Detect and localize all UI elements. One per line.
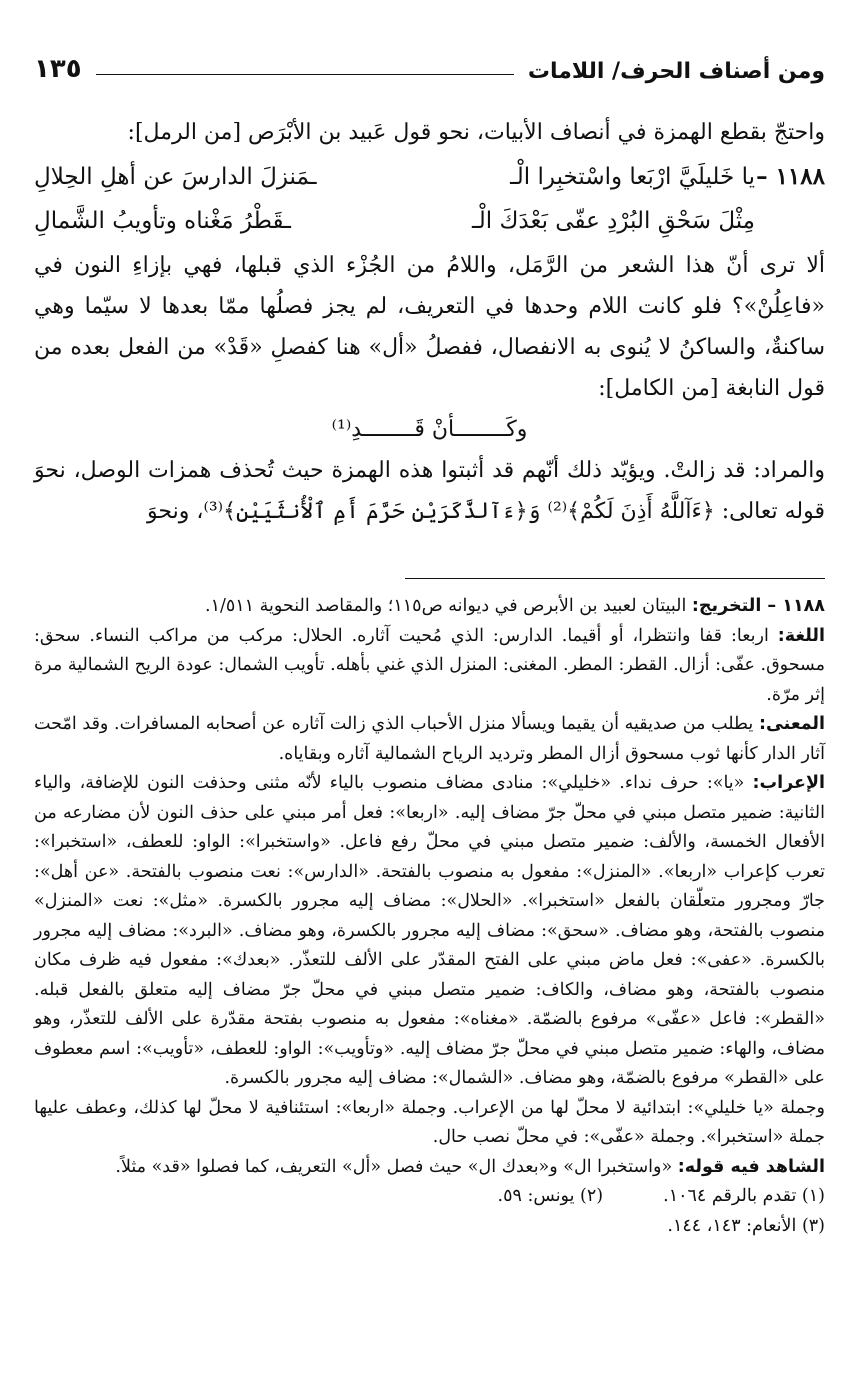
note-text: البيتان لعبيد بن الأبرص في ديوانه ص١١٥؛ والمقاصد النحوية ١/٥١١.	[204, 596, 687, 616]
verse2-second-hemistich: ـقَطْرُ مَغْناه وتأويبُ الشَّمالِ	[34, 208, 291, 234]
verse-line-2	[34, 201, 825, 241]
note-label: المعنى:	[758, 714, 825, 734]
note-text: «يا»: حرف نداء. «خليلي»: منادى مضاف منصوب بالياء لأنّه مثنى وحذفت النون للإضافة، والياء الثانية: ضمير متصل مبني في محلّ جرّ مضاف إليه. «اربعا»: فعل أمر مبني على حذف النون لأن مضارعه من الأفعال الخمسة، والألف: ضمير متصل مبني في محلّ رفع فاعل. «واستخبرا»: الواو: للعطف، «استخبرا»: تعرب كإعراب «اربعا». «المنزل»: مفعول به منصوب بالفتحة. «الدارس»: نعت منصوب بالفتحة. «عن أهل»: جارّ ومجرور متعلّقان بالفعل «استخبرا». «الحلال»: مضاف إليه مجرور بالكسرة. «مثل»: نعت «المنزل» منصوب بالفتحة، وهو مضاف. «سحق»: مضاف إليه مجرور بالكسرة، وهو مضاف. «البرد»: مضاف إليه مجرور بالكسرة. «عفى»: فعل ماض مبني على الفتح المقدّر على الألف للتعذّر. «بعدك»: مفعول فيه ظرف مكان منصوب بالفتحة، وهو مضاف، والكاف: ضمير متصل مبني في محلّ جرّ مضاف إليه متعلق بالفعل قبله. «القطر»: فاعل «عفّى» مرفوع بالضمّة. «مغناه»: مفعول به منصوب بفتحة مقدّرة على الألف للتعذّر، وهو مضاف، والهاء: ضمير متصل مبني في محلّ جرّ مضاف إليه. «وتأويب»: الواو: للعطف، «تأويب»: اسم معطوف على «القطر» مرفوع بالضمّة، وهو مضاف. «الشمال»: مضاف إليه مجرور بالكسرة.	[34, 773, 825, 1088]
note-label: ١١٨٨ – التخريج:	[691, 596, 825, 616]
page-number: ١٣٥	[34, 54, 82, 84]
header-rule	[96, 74, 514, 75]
note-takhrij	[34, 592, 825, 622]
paragraph-evidence: والمراد: قد زالتْ. ويؤيّد ذلك أنّهم قد أثبتوا هذه الهمزة حيث تُحذف همزات الوصل، نحوَ قوله تعالى: ﴿ءَآللَّهُ أَذِنَ لَكُمْ﴾⁽²⁾ وَ﴿ءَآلذَّكَرَيْنِ حَرَّمَ أَمِ ٱلْأُنثَيَيْنِ﴾⁽³⁾، ونحوَ	[34, 458, 825, 524]
verse2-first-hemistich: مِثْلَ سَحْقِ البُرْدِ عفّى بَعْدَكَ الْـ	[472, 208, 755, 234]
verse1-first-hemistich: يا خَليلَيَّ ارْبَعا واسْتخبِرا الْـ	[510, 164, 755, 190]
paragraph-rhythm: ألا ترى أنّ هذا الشعر من الرَّمَل، واللامُ من الجُزْء الذي قبلها، فهي بإزاءِ النون في «فاعِلُنْ»؟ فلو كانت اللام وحدها في التعريف، لم يجز فصلُها ممّا بعدها لا سيّما وهي ساكنةٌ، والساكنُ لا يُنوى به الانفصال، ففصلُ «أل» هنا كفصلِ «قَدْ» من الفعل بعده من قول النابغة [من الكامل]:	[34, 253, 825, 401]
quoted-verse: وكَــــــــأنْ قَــــــــدِ⁽¹⁾	[331, 417, 528, 442]
footnote-2: (٢) يونس: ٥٩.	[497, 1186, 604, 1206]
running-title: ومن أصناف الحرف/ اللامات	[527, 59, 825, 84]
note-lugha	[34, 622, 825, 711]
note-text: «واستخبرا ال» و«بعدك ال» حيث فصل «أل» التعريف، كما فصلوا «قد» مثلاً.	[115, 1156, 673, 1177]
footnotes	[34, 592, 825, 1241]
verse1-second-hemistich: ـمَنزلَ الدارسَ عن أهلِ الحِلالِ	[34, 164, 317, 190]
note-label: اللغة:	[777, 625, 825, 646]
note-shahid	[34, 1153, 825, 1183]
note-label: الشاهد فيه قوله:	[677, 1156, 825, 1177]
note-jumal: وجملة «يا خليلي»: ابتدائية لا محلّ لها من الإعراب. وجملة «اربعا»: استئنافية لا محلّ لها كذلك، وعطف عليها جملة «استخبرا». وجملة «عفّى»: في محلّ نصب حال.	[34, 1097, 825, 1147]
note-text: اربعا: قفا وانتظرا، أو أقيما. الدارس: الذي مُحيت آثاره. الحلال: مركب من مراكب النساء. سحق: مسحوق. عفّى: أزال. القطر: المطر. المغنى: المنزل الذي غني بأهله. تأويب الشمال: عودة الريح الشمالية مرة إثر مرّة.	[34, 625, 825, 705]
footnote-3: (٣) الأنعام: ١٤٣، ١٤٤.	[667, 1215, 825, 1236]
intro-paragraph: واحتجّ بقطع الهمزة في أنصاف الأبيات، نحو قول عَبيد بن الأبْرَص [من الرمل]:	[127, 120, 825, 145]
footnote-line	[34, 1182, 825, 1212]
verse-line-1	[34, 157, 825, 197]
verse-number: ١١٨٨ –	[756, 163, 825, 190]
note-irab	[34, 769, 825, 1094]
page-header	[34, 48, 825, 84]
note-text: يطلب من صديقيه أن يقيما ويسألا منزل الأحباب الذي زالت آثاره عن أصحابه المسافرات. وقد امّحت آثار الدار كأنها ثوب مسحوق أزال المطر وترديد الرياح الشمالية آثاره وبقاياه.	[34, 714, 825, 764]
main-text	[34, 112, 825, 532]
note-label: الإعراب:	[752, 773, 825, 793]
footnote-1: (١) تقدم بالرقم ١٠٦٤.	[663, 1186, 825, 1206]
note-maana	[34, 710, 825, 769]
footnote-rule	[405, 578, 825, 579]
